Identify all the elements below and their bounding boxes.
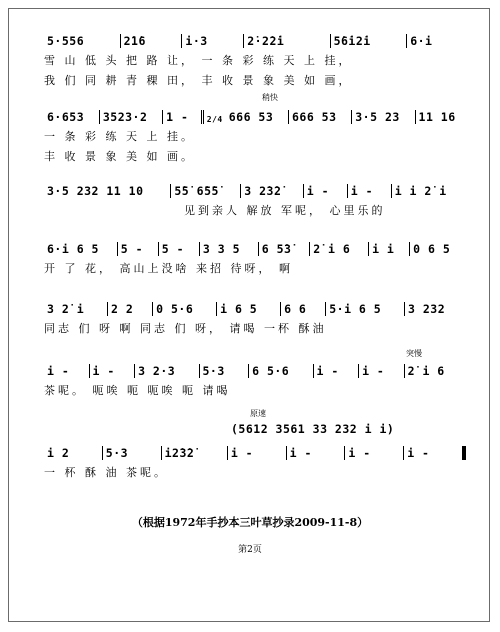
measure: 3·5 232 11 10 [47,184,144,198]
measure: i - [47,364,70,378]
measure: 6 6 [280,302,325,316]
score-system-4 [44,230,468,276]
notes-row [44,98,468,124]
measure: i - [313,364,359,378]
measure: i - [347,184,391,198]
lyric-line: 同志 们 呀 啊 同志 们 呀， 请喝 一杯 酥油 [44,322,327,335]
lyrics-block [44,128,468,164]
measure: 3 232 [404,302,468,316]
tempo-mark: 原速 [250,409,266,418]
measure: 5·556 [47,34,85,48]
measure: (5612 3561 33 232 i i) [231,422,395,436]
score-system-1 [44,22,468,88]
measure: 3 2·3 [134,364,198,378]
lyrics-block [44,382,468,398]
score-system-3 [44,172,468,218]
lyric-line: 见到亲人 解放 军呢， 心里乐的 [184,204,386,217]
source-caption: （根据1972年手抄本三叶草抄录2009-11-8） [131,516,369,529]
measure: 5 - [117,242,158,256]
lyric-line: 我 们 同 耕 青 稞 田， 丰 收 景 象 美 如 画， [44,74,353,87]
measure: i i 2̇ i [391,184,468,198]
measure: 11 16 [415,110,469,124]
measure: 5·3 [102,446,161,460]
lyrics-block [44,202,468,218]
measure: 2̇·2̇2̇i [243,34,329,48]
measure: 6·i 6 5 [47,242,99,256]
measure: i i [368,242,409,256]
measure: i 2 [47,446,70,460]
measure: 0 6 5 [409,242,468,256]
score-system-8 [44,434,468,480]
measure: i - [227,446,286,460]
measure: 666 53 [288,110,351,124]
lyric-line: 茶呢。 呃唉 呃 呃唉 呃 请喝 [44,384,231,397]
time-signature: 2/4 [206,115,223,124]
lyrics-block [44,464,468,480]
lyric-line: 一 杯 酥 油 茶呢。 [44,466,168,479]
notes-row [44,230,468,256]
notes-row [44,290,468,316]
measure: 666 53 [228,110,274,124]
measure: 6 5·6 [248,364,312,378]
measure: i - [89,364,135,378]
measure: 5̇6̇i2̇i [330,34,407,48]
measure: i 6 5 [216,302,280,316]
lyrics-block [44,52,468,88]
measure: 5·3 [199,364,249,378]
lyric-line: 一 条 彩 练 天 上 挂。 [44,130,195,143]
notes-row [44,434,468,460]
lyric-line: 雪 山 低 头 把 路 让， 一 条 彩 练 天 上 挂， [44,54,353,67]
tempo-mark: 突慢 [406,349,422,358]
measure: 2 2 [107,302,152,316]
notes-row [44,172,468,198]
notes-row [44,22,468,48]
measure: 0 5·6 [152,302,216,316]
measure: 3 2̇ i [47,302,85,316]
measure: 3523·2 [99,110,162,124]
measure: 3 2̇3̇2̇ [240,184,302,198]
measure: 6·653 [47,110,85,124]
lyric-line: 丰 收 景 象 美 如 画。 [44,150,195,163]
measure: 2̇ i 6 [404,364,468,378]
measure: 1 - [162,110,204,124]
measure: 2̇1̇6 [120,34,182,48]
measure: i - [286,446,345,460]
measure: i - [303,184,347,198]
score-system-2 [44,93,468,164]
score-system-6 [44,349,468,398]
page-number: 第2页 [238,545,262,555]
lyrics-block [44,320,468,336]
lyrics-block [44,260,468,276]
measure: i - [344,446,403,460]
measure: 3·5 23 [351,110,414,124]
measure: 6·i [406,34,468,48]
notes-row [228,410,458,436]
measure: 5 - [158,242,199,256]
measure: i - [358,364,404,378]
measure: 5̇5̇ 6̇5̇5̇ [170,184,240,198]
lyric-line: 开 了 花， 高山上没啥 来招 待呀， 啊 [44,262,293,275]
score-system-7 [228,410,458,436]
measure: i - [403,446,466,460]
measure: 3 3 5 [199,242,258,256]
tempo-mark: 稍快 [262,93,278,102]
measure: 5·i 6 5 [325,302,404,316]
measure: 2̇ i 6 [309,242,368,256]
measure: 6 5̇3̇ [258,242,309,256]
score-system-5 [44,290,468,336]
notes-row [44,352,468,378]
measure: i·3 [181,34,243,48]
measure: i2̇3̇2̇ [161,446,227,460]
